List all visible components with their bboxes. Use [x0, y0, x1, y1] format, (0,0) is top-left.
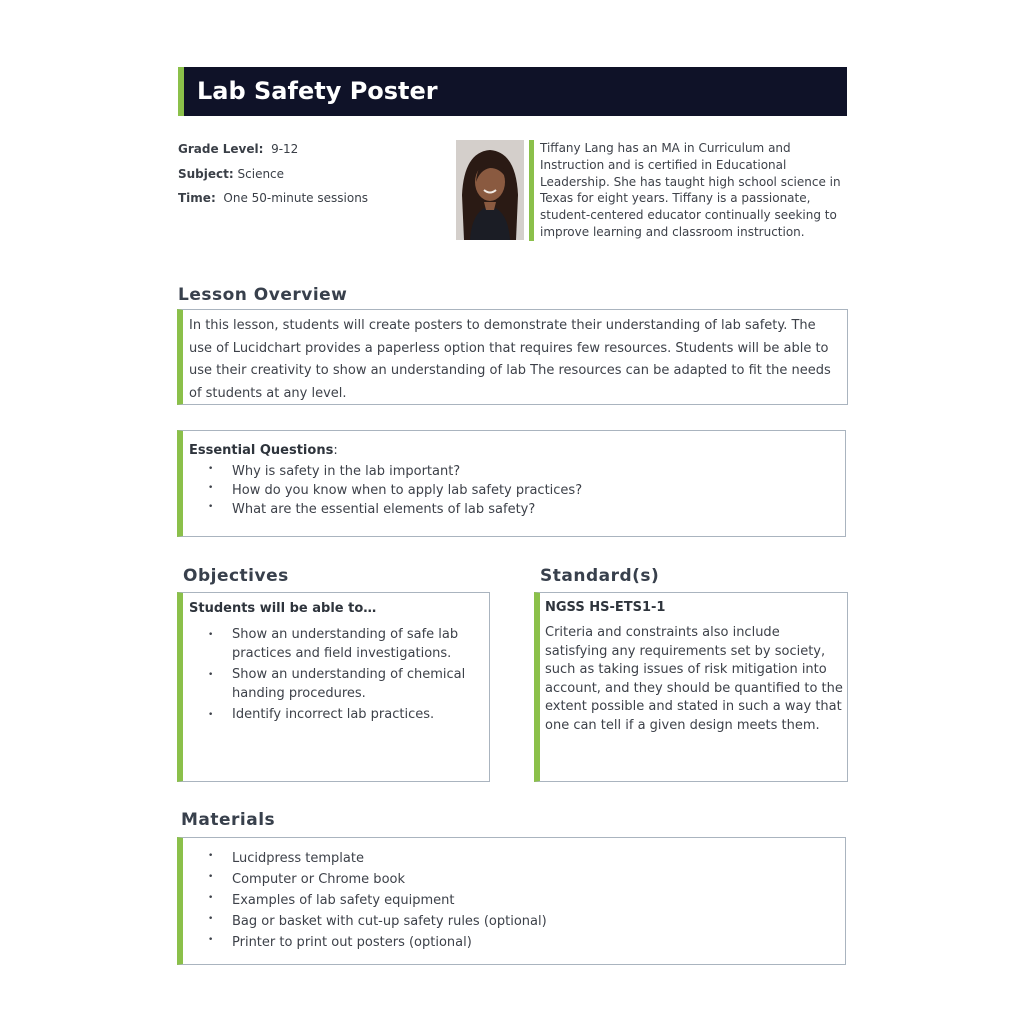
subject-row — [178, 165, 448, 190]
materials-heading: Materials — [181, 810, 276, 830]
list-item: • Identify incorrect lab practices. — [183, 706, 473, 725]
author-bio: Tiffany Lang has an MA in Curriculum and Instruction and is certified in Educational Leadership. She has taught high school science in Texas for eight years. Tiffany is a passionate, student-centered educator continually seeking to improve learning and classroom instruction. — [529, 140, 849, 241]
list-item: • Examples of lab safety equipment — [183, 893, 845, 914]
essential-questions-colon: : — [333, 443, 338, 458]
list-item: • Why is safety in the lab important? — [183, 464, 845, 483]
list-item: • Computer or Chrome book — [183, 872, 845, 893]
page-title: Lab Safety Poster — [197, 77, 438, 105]
essential-questions-list — [183, 464, 845, 521]
objectives-box — [177, 592, 490, 782]
objectives-list — [183, 626, 473, 725]
grade-level-value: 9-12 — [271, 142, 299, 156]
materials-list — [183, 851, 845, 956]
title-banner — [178, 67, 847, 116]
objectives-heading: Objectives — [183, 566, 289, 586]
author-photo — [456, 140, 524, 240]
essential-questions-title — [189, 439, 338, 458]
time-value: One 50-minute sessions — [223, 191, 369, 205]
standards-box — [534, 592, 848, 782]
materials-box — [177, 837, 846, 965]
list-item: • Printer to print out posters (optional) — [183, 935, 845, 956]
list-item: • Bag or basket with cut-up safety rules (optional) — [183, 914, 845, 935]
standards-heading: Standard(s) — [540, 566, 660, 586]
grade-level-label: Grade Level: — [178, 142, 264, 156]
standard-text: Criteria and constraints also include satisfying any requirements set by society, such as taking issues of risk mitigation into account, and they should be quantified to the extent possible and stated in such a way that one can tell if a given design meets them. — [545, 625, 843, 733]
lesson-meta — [178, 140, 448, 214]
lesson-overview-text: In this lesson, students will create posters to demonstrate their understanding of lab safety. The use of Lucidchart provides a paperless option that requires few resources. Students will be able to use their creativity to show an understanding of lab The resources can be adapted to fit the needs of students at any level. — [189, 318, 831, 401]
standard-code: NGSS HS-ETS1-1 — [545, 600, 666, 615]
author-photo-image — [456, 140, 524, 240]
list-item: • Lucidpress template — [183, 851, 845, 872]
grade-level-row — [178, 140, 448, 165]
lesson-overview-box — [177, 309, 848, 405]
list-item: • How do you know when to apply lab safety practices? — [183, 483, 845, 502]
time-label: Time: — [178, 191, 216, 205]
essential-questions-box — [177, 430, 846, 537]
time-row — [178, 189, 448, 214]
essential-questions-label: Essential Questions — [189, 443, 334, 458]
objectives-label: Students will be able to… — [189, 601, 377, 616]
subject-label: Subject: — [178, 166, 234, 181]
list-item: • Show an understanding of chemical handing procedures. — [183, 666, 473, 703]
lesson-overview-heading: Lesson Overview — [178, 285, 348, 305]
list-item: • Show an understanding of safe lab practices and field investigations. — [183, 626, 473, 663]
subject-value: Science — [237, 166, 285, 181]
list-item: • What are the essential elements of lab safety? — [183, 502, 845, 521]
